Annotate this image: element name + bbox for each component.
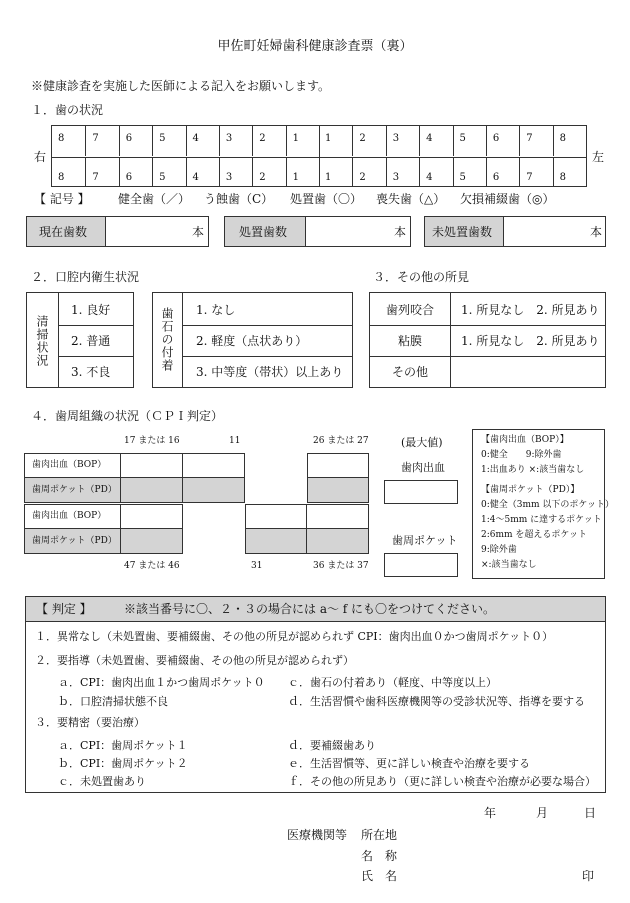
judgment-box [25,596,606,793]
tooth-cell[interactable] [519,157,553,187]
tooth-cell[interactable] [519,126,553,156]
cpi-legend-line: 1:4～5mm に達するポケット [481,515,602,525]
judgment-2c[interactable]: ｃ．歯石の付着あり（軽度、中等度以上） [288,676,497,689]
tooth-number: 2 [359,172,366,183]
section2-heading: ２．口腔内衛生状況 [31,270,140,284]
intro-note: ※健康診査を実施した医師による記入をお願いします。 [31,79,331,93]
legend-treated: 処置歯（〇） [290,192,363,206]
other-label: その他 [392,365,429,379]
tooth-cell[interactable] [152,157,186,187]
tooth-cell[interactable] [453,157,487,187]
tooth-cell[interactable] [486,126,520,156]
cpi-row-bop-lower: 歯肉出血（BOP） [32,511,107,521]
tooth-number: 2 [259,172,266,183]
tooth-number: 4 [426,172,433,183]
legend-healthy: 健全歯（／） [118,192,191,206]
judgment-2d[interactable]: ｄ．生活習慣や歯科医療機関等の受診状況等、指導を要する [288,695,585,708]
tooth-cell[interactable] [119,157,153,187]
tooth-number: 6 [492,133,500,144]
count-present-input[interactable] [107,219,187,244]
cpi-cell-26-bop[interactable] [307,453,369,478]
cpi-row-pd-lower: 歯周ポケット（PD） [32,536,117,546]
tooth-number: 5 [159,133,166,144]
other-input[interactable] [453,359,603,385]
tooth-number: 5 [459,172,466,183]
max-bop-label: 歯肉出血 [401,461,445,474]
legend-missing: 喪失歯（△） [376,192,446,206]
section4-heading: ４．歯周組織の状況（ＣＰＩ判定） [31,409,224,423]
tooth-cell[interactable] [52,157,85,187]
tooth-cell[interactable] [352,126,386,156]
teeth-chart [51,125,587,187]
right-side-label: 右 [34,150,47,164]
tooth-number: 4 [192,133,199,144]
cpi-row-bop-upper: 歯肉出血（BOP） [32,460,107,470]
tooth-cell[interactable] [319,157,352,187]
judgment-2b[interactable]: ｂ．口腔清掃状態不良 [58,695,168,708]
cpi-legend-line: 【歯肉出血（BOP）】 [481,435,569,445]
tooth-number: 8 [58,133,65,144]
tooth-number: 6 [125,133,133,144]
tooth-cell[interactable] [186,157,220,187]
cleaning-table [26,292,134,388]
name-label: 名 称 [361,849,398,863]
cpi-cell-31-pd[interactable] [245,529,307,554]
cpi-legend-line: 【歯周ポケット（PD）】 [481,485,580,495]
tooth-cell[interactable] [119,126,153,156]
tooth-cell[interactable] [419,126,453,156]
tooth-number: 7 [526,172,533,183]
date-month: 月 [536,806,549,820]
tooth-cell[interactable] [386,126,420,156]
tooth-cell[interactable] [85,157,119,187]
cpi-legend-line: 0:健全 9:除外歯 [481,450,562,460]
symbol-legend [34,193,594,207]
tooth-number: 2 [359,133,366,144]
cleaning-normal[interactable]: 2. 普通 [71,334,111,348]
judgment-3e[interactable]: ｅ．生活習慣等、更に詳しい検査や治療を要する [288,757,530,770]
tooth-cell[interactable] [386,157,420,187]
count-present-unit: 本 [192,225,205,239]
tooth-cell[interactable] [286,157,320,187]
tooth-label-bottom-2: 31 [251,561,263,571]
judgment-3c[interactable]: ｃ．未処置歯あり [58,775,146,788]
cpi-cell-47-bop[interactable] [121,504,183,529]
calculus-none[interactable]: 1. なし [196,303,236,317]
tooth-cell[interactable] [453,126,487,156]
cleaning-good[interactable]: 1. 良好 [71,303,111,317]
tooth-number: 5 [459,133,466,144]
tooth-number: 3 [225,133,233,144]
tooth-label-bottom-1: 47 または 46 [124,561,180,571]
legend-title: 【 記号 】 [34,192,90,206]
tooth-cell[interactable] [286,126,320,156]
tooth-cell[interactable] [186,126,220,156]
cpi-cell-36-pd[interactable] [307,529,369,554]
tooth-label-bottom-3: 36 または 37 [313,561,369,571]
tooth-cell[interactable] [252,157,286,187]
cpi-cell-31-bop[interactable] [245,504,307,529]
left-side-label: 左 [592,150,605,164]
tooth-number: 4 [192,172,199,183]
cpi-legend-line: 2:6mm を超えるポケット [481,530,587,540]
tooth-number: 3 [225,172,233,183]
judgment-header-label: 【 判定 】 [36,602,92,616]
occlusion-label: 歯列咬合 [386,303,435,317]
tooth-number: 8 [559,133,566,144]
judgment-header-note: ※該当番号に〇、２・３の場合には a～ f にも〇をつけてください。 [124,602,496,616]
form-title: 甲佐町妊婦歯科健康診査票（裏） [217,39,413,54]
mucosa-options[interactable]: 1. 所見なし 2. 所見あり [461,334,600,348]
tooth-cell[interactable] [152,126,186,156]
tooth-number: 8 [58,172,65,183]
tooth-cell[interactable] [252,126,286,156]
count-untreated-input[interactable] [505,219,585,244]
legend-caries: う蝕歯（C） [204,192,274,206]
cpi-cell-11-pd[interactable] [183,478,245,503]
doctor-label: 氏 名 [361,869,398,883]
judgment-1-normal[interactable]: １．異常なし（未処置歯、要補綴歯、その他の所見が認められず CPI：歯肉出血０かつ歯周ポケット０） [35,630,554,643]
max-pd-input[interactable] [384,553,458,577]
tooth-label-top-3: 26 または 27 [313,436,369,446]
address-label: 所在地 [361,828,398,842]
tooth-number: 4 [426,133,433,144]
tooth-cell[interactable] [419,157,453,187]
tooth-number: 6 [492,172,500,183]
seal-label: 印 [582,869,595,883]
occlusion-options[interactable]: 1. 所見なし 2. 所見あり [461,303,600,317]
tooth-number: 6 [125,172,133,183]
other-findings-table [369,292,606,388]
tooth-label-top-2: 11 [229,436,241,446]
tooth-label-top-1: 17 または 16 [124,436,180,446]
count-treated-unit: 本 [394,225,407,239]
judgment-3f[interactable]: ｆ．その他の所見あり（更に詳しい検査や治療が必要な場合） [288,775,596,788]
legend-prosthesis: 欠損補綴歯（◎） [460,192,555,206]
tooth-number: 3 [392,133,400,144]
cpi-cell-26-pd[interactable] [307,478,369,503]
cpi-row-pd-upper: 歯周ポケット（PD） [32,485,117,495]
tooth-number: 7 [92,133,99,144]
judgment-2-guidance[interactable]: ２．要指導（未処置歯、要補綴歯、その他の所見が認められず） [35,654,354,667]
max-bop-input[interactable] [384,480,458,504]
cpi-cell-47-pd[interactable] [121,529,183,554]
calculus-mild[interactable]: 2. 軽度（点状あり） [196,334,308,348]
count-treated [224,216,411,247]
date-day: 日 [584,806,597,820]
judgment-3a[interactable]: ａ．CPI：歯周ポケット１ [58,739,188,752]
tooth-number: 1 [292,133,299,144]
tooth-cell[interactable] [352,157,386,187]
tooth-number: 5 [159,172,166,183]
mucosa-label: 粘膜 [398,334,423,348]
tooth-number: 7 [92,172,99,183]
cpi-cell-11-bop[interactable] [183,453,245,478]
cpi-code-legend [472,429,614,579]
cleaning-label: 清掃状況 [35,315,49,367]
count-untreated [424,216,606,247]
tooth-cell[interactable] [219,126,253,156]
tooth-number: 1 [325,172,332,183]
calculus-table [152,292,353,388]
tooth-number: 2 [259,133,266,144]
cpi-legend-line: ×:該当歯なし [481,560,537,570]
cpi-legend-line: 0:健全（3mm 以下のポケット） [481,500,614,510]
tooth-cell[interactable] [553,126,587,156]
judgment-3d[interactable]: ｄ．要補綴歯あり [288,739,376,752]
count-untreated-unit: 本 [590,225,603,239]
tooth-cell[interactable] [85,126,119,156]
tooth-cell[interactable] [486,157,520,187]
cpi-cell-36-bop[interactable] [307,504,369,529]
tooth-cell[interactable] [319,126,352,156]
count-treated-input[interactable] [307,219,389,244]
calculus-label: 歯石の付着 [160,307,174,372]
tooth-cell[interactable] [553,157,587,187]
tooth-number: 3 [392,172,400,183]
section1-heading: １．歯の状況 [31,103,104,117]
max-pd-label: 歯周ポケット [392,534,458,547]
tooth-number: 1 [325,133,332,144]
cpi-legend-line: 9:除外歯 [481,545,517,555]
tooth-number: 1 [292,172,299,183]
cpi-legend-line: 1:出血あり ×:該当歯なし [481,465,585,475]
count-present-label: 現在歯数 [39,225,88,239]
count-untreated-label: 未処置歯数 [432,225,493,239]
max-value-label: (最大値) [401,436,443,449]
section3-heading: ３．その他の所見 [373,270,470,284]
judgment-2a[interactable]: ａ．CPI：歯肉出血１かつ歯周ポケット０ [58,676,265,689]
count-present [26,216,209,247]
cpi-cell-17-bop[interactable] [121,453,183,478]
tooth-number: 7 [526,133,533,144]
cpi-cell-17-pd[interactable] [121,478,183,503]
tooth-number: 8 [559,172,566,183]
tooth-cell[interactable] [219,157,253,187]
cleaning-poor[interactable]: 3. 不良 [71,365,111,379]
cpi-grid [24,453,374,555]
count-treated-label: 処置歯数 [239,225,288,239]
judgment-3b[interactable]: ｂ．CPI：歯周ポケット２ [58,757,188,770]
date-year: 年 [484,806,497,820]
calculus-moderate[interactable]: 3. 中等度（帯状）以上あり [196,365,344,379]
tooth-cell[interactable] [52,126,85,156]
judgment-3-detailed[interactable]: ３．要精密（要治療） [35,716,145,729]
institution-label: 医療機関等 [287,828,348,842]
